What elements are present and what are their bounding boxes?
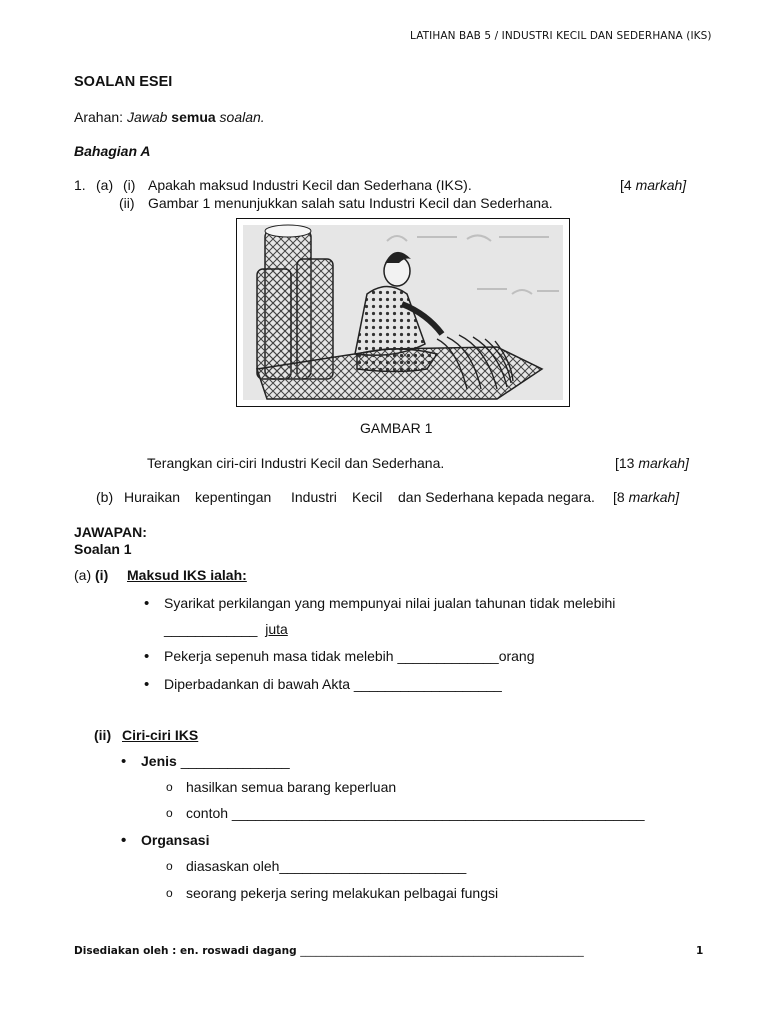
q1-i-marks [620,177,686,193]
q1-b-word-3: Industri [291,489,337,505]
footer-prepared-by [74,945,584,957]
q1-i-label: (i) [123,177,136,193]
section-title: SOALAN ESEI [74,74,173,90]
answer-i-label: (i) [95,567,109,583]
part-title: Bahagian A [74,143,151,159]
answer-i-item-3: • Diperbadankan di bawah Akta ___________________ [164,676,502,692]
q1-i-text: Apakah maksud Industri Kecil dan Sederhana (IKS). [148,177,472,193]
answer-jenis-sub-1: o hasilkan semua barang keperluan [186,779,396,795]
answer-a-line [74,567,108,583]
q1-i-marks-open: [4 [620,177,632,193]
q1-a-label: (a) [96,177,114,193]
figure-gambar-1 [236,218,570,407]
q1-b-marks-open: [8 [613,489,625,505]
answer-title: JAWAPAN: [74,524,147,540]
answer-organsasi-sub-1: o diasaskan oleh________________________ [186,858,466,874]
answer-ii-heading: Ciri-ciri IKS [122,727,199,743]
q1-b-label: (b) [96,489,114,505]
instruction-word-jawab: Jawab [126,109,168,125]
q1-i-marks-word: markah] [635,177,687,193]
answer-question: Soalan 1 [74,541,132,557]
answer-i-item-2: • Pekerja sepenuh masa tidak melebih _____________orang [164,648,535,664]
q1-explain-marks-word: markah] [638,455,689,471]
answer-i-item-1-cont [164,621,288,637]
figure-caption: GAMBAR 1 [360,420,433,436]
answer-i-item-1-blank: ____________ [164,621,258,637]
answer-organsasi-sub-2: o seorang pekerja sering melakukan pelbagai fungsi [186,885,498,901]
answer-jenis [141,753,290,769]
instruction [74,109,265,125]
instruction-label: Arahan: [74,109,124,125]
page-number: 1 [696,945,704,957]
q1-number: 1. [74,177,86,193]
answer-a-prefix: (a) [74,567,92,583]
footer-author: Disediakan oleh : en. roswadi dagang [74,945,297,957]
instruction-word-semua: semua [171,109,216,125]
q1-explain-marks [615,455,689,471]
q1-b-marks [613,489,679,505]
q1-b-marks-word: markah] [628,489,680,505]
answer-i-item-1: • Syarikat perkilangan yang mempunyai nilai jualan tahunan tidak melebihi [164,595,615,611]
q1-explain-marks-open: [13 [615,455,635,471]
answer-ii-label: (ii) [94,727,112,743]
q1-b-word-4: Kecil [352,489,383,505]
q1-b-word-2: kepentingan [195,489,272,505]
q1-ii-label: (ii) [119,195,135,211]
weaving-illustration [237,219,569,406]
answer-i-item-1-juta: juta [265,621,288,637]
answer-i-heading: Maksud IKS ialah: [127,567,247,583]
running-header: LATIHAN BAB 5 / INDUSTRI KECIL DAN SEDERHANA (IKS) [410,30,712,42]
answer-jenis-label: Jenis [141,753,177,769]
q1-b-word-1: Huraikan [124,489,181,505]
answer-jenis-blank: ______________ [180,753,290,769]
q1-ii-text: Gambar 1 menunjukkan salah satu Industri Kecil dan Sederhana. [148,195,553,211]
q1-explain-text: Terangkan ciri-ciri Industri Kecil dan Sederhana. [147,455,445,471]
q1-b-word-5: dan Sederhana kepada negara. [398,489,595,505]
answer-jenis-sub-2: o contoh _____________________________________________________ [186,805,645,821]
answer-organsasi: • Organsasi [141,832,209,848]
instruction-word-soalan: soalan. [219,109,265,125]
footer-rule: ______________________________________________________ [300,945,584,957]
